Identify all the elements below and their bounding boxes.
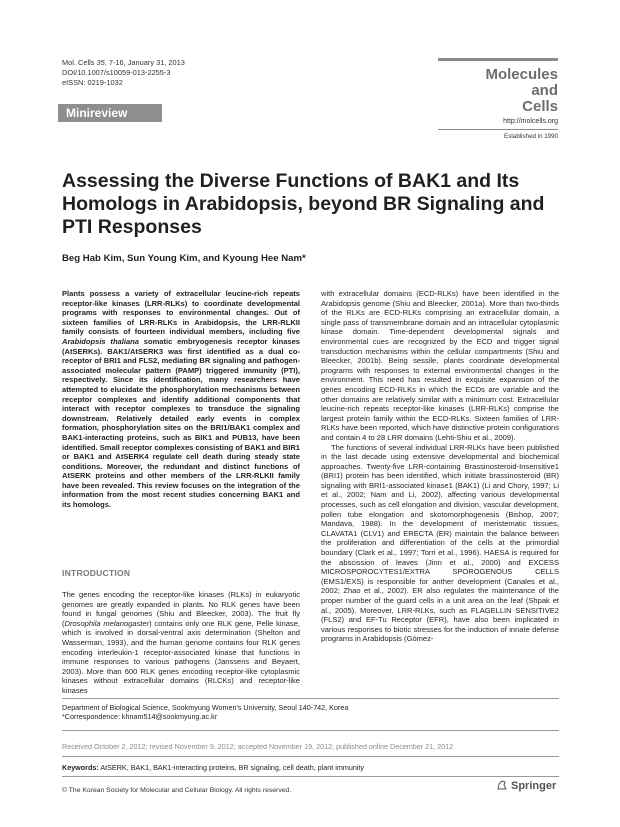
keywords-label: Keywords: (62, 763, 99, 772)
keywords-divider (62, 756, 559, 757)
author-list: Beg Hab Kim, Sun Young Kim, and Kyoung Hee Nam* (62, 253, 306, 264)
introduction-left (62, 590, 300, 696)
journal-name-line-2: and (531, 82, 558, 99)
footer-divider (62, 698, 559, 699)
intro-paragraph (62, 590, 300, 696)
journal-name-line-3: Cells (522, 98, 558, 115)
correspondence: *Correspondence: khnam514@sookmyung.ac.kr (62, 712, 218, 722)
introduction-heading: INTRODUCTION (62, 568, 131, 578)
doi: DOI/10.1007/s10059-013-2255-3 (62, 68, 171, 77)
intro-species-name: Drosophila melanogaster (64, 618, 150, 628)
abstract-part-1: Plants possess a variety of extracellular leucine-rich repeats receptor-like kinases (LRR-RLKs) to coordinate developmental programs with responses to environmental changes. Out of sixteen families of LRR-RLKs in Arabidopsis, the LRR-RLKII family consists of fourteen individual members, including five (62, 289, 300, 337)
publisher-logo (496, 779, 556, 792)
copyright-divider (62, 776, 559, 777)
keywords (62, 763, 364, 772)
abstract-part-2: somatic embryogenesis receptor kinases (AtSERKs). BAK1/AtSERK3 was first identified as a dual co-receptor of BRI1 and FLS2, mediating BR signaling and pathogen-associated molecular pattern (PAMP) triggered immunity (PTI), respectively. Since its identification, many researchers have attempted to elucidate the phosphorylation mechanisms between receptor complexes and identify additional components that interact with receptor complexes to transduce the signaling downstream. Relatively detailed early events in complex formation, phosphorylation sites on the BRI1/BAK1 complex and BAK1-interacting proteins, such as BIK1 and PUB13, have been identified. Small receptor complexes consisting of BAK1 and BIR1 or BAK1 and AtSERK4 regulate cell death during steady state conditions. Moreover, the redundant and distinct functions of AtSERK proteins and other members of the LRR-RLKII family have been revealed. This review focuses on the integration of the information from the most recent studies concerning BAK1 and its homologs. (62, 336, 300, 510)
eissn: eISSN: 0219-1032 (62, 78, 123, 87)
abstract-species-name: Arabidopsis thaliana (62, 336, 139, 346)
article-title: Assessing the Diverse Functions of BAK1 and Its Homologs in Arabidopsis, beyond BR Signaling and PTI Responses (62, 170, 545, 238)
citation-line (62, 58, 185, 68)
citation-block (62, 58, 185, 88)
publisher-name: Springer (511, 780, 557, 792)
right-column (321, 289, 559, 644)
right-paragraph-1: with extracellular domains (ECD-RLKs) have been identified in the Arabidopsis genome (Shiu and Bleecker, 2001a). More than two-thirds of the RLKs are ECD-RLKs comprising an extracellular domain, a single pass of transmembrane domain and an intracellular cytoplasmic kinase domain. Time-dependent developmental signals and environmental cues are recognized by the ECD and trigger signal transduction mechanisms within the cellular compartments (Shiu and Bleecker, 2001b). Being sessile, plants coordinate developmental programs with responses to external environmental changes in the environment. This need has resulted in exquisite expansion of the genes encoding ECD-RLKs in which the ECDs are variable and the other domains are relatively similar with a minimum cost. Extracellular leucine-rich repeats receptor-like kinases (LRR-RLKs) comprise the largest protein family within the ECD-RLKs. Sixteen families of LRR-RLKs have been reported, which have distinctive protein configurations and contain 4 to 28 LRR domains (Lehti-Shiu et al., 2009). (321, 289, 559, 442)
citation-volume: 35 (96, 58, 105, 67)
abstract (62, 289, 300, 510)
intro-part-2: ) contains only one RLK gene, Pelle kinase, which is involved in dorsal-ventral axis determination (Shelton and Wasserman, 1993), and the human genome contains four RLK genes encoding interleukin-1 receptor-associated kinase that functions in immune responses to various pathogens (Janssens and Beyaert, 2003). More than 600 RLK genes encoding receptor-like cytoplasmic kinases without extracellular domains (RLCKs) and receptor-like kinases (62, 618, 301, 695)
copyright: © The Korean Society for Molecular and Cellular Biology. All rights reserved. (62, 787, 292, 794)
springer-horse-icon (496, 779, 508, 791)
abstract-text (62, 289, 300, 510)
affiliation: Department of Biological Science, Sookmyung Women's University, Seoul 140-742, Korea (62, 703, 349, 712)
citation-journal: Mol. Cells (62, 58, 97, 67)
right-paragraph-2: The functions of several individual LRR-RLKs have been published in the last decade using extensive developmental and biochemical approaches. Twenty-five LRR-containing Brassinosteroid-Insensitive1 (BRI1) protein has been identified, which initiate brassinosteroid (BR) signaling with BRI1-associated kinase1 (BAK1) (Li and Chory, 1997; Li et al., 2002; Nam and Li, 2002), affecting various developmental processes, such as cell elongation and division, vascular development, pollen tube elongation and skotomorphogenesis (Bishop, 2007; Mandava, 1988). In the development of meristematic tissues, CLAVATA1 (CLV1) and ERECTA (ER) maintain the balance between the proliferation and differentiation of the cells at the primordial boundary (Clark et al., 1997; Torri et al., 1996). HAESA is required for the abscission of leaves (Jinn et al., 2000) and EXCESS MICROSPOROCYTES1/EXTRA SPOROGENOUS CELLS (EMS1/EXS) is responsible for anther development (Canales et al., 2002; Zhao et al., 2002). ER also regulates the maintenance of the proper number of the guard cells in a unit area on the leaf (Shpak et al., 2005). Moreover, LRR-RLKs, such as FLAGELLIN SENSITIVE2 (FLS2) and EF-Tu Receptor (EFR), have also been implicated in various responses to biotic stresses for the induction of innate defense programs in Arabidopsis (Gómez- (321, 442, 559, 644)
established-note: Established in 1990 (503, 133, 558, 140)
publication-dates: Received October 2, 2012; revised November 9, 2012; accepted November 19, 2012; published online December 21, 2012 (62, 742, 454, 751)
journal-url[interactable]: http://molcells.org (503, 118, 558, 125)
dates-divider (62, 730, 559, 731)
section-label: Minireview (58, 104, 162, 122)
keywords-list: AtSERK, BAK1, BAK1-interacting proteins, BR signaling, cell death, plant immunity (98, 763, 365, 772)
intro-part-1: The genes encoding the receptor-like kinases (RLKs) in eukaryotic genomes are greatly expanded in plants. No RLK genes have been found in fungal genomes (Shiu and Bleecker, 2003). The fruit fly ( (62, 590, 300, 628)
journal-logo (438, 58, 558, 130)
affiliation-block (62, 703, 348, 722)
citation-pages-date: , 7-16, January 31, 2013 (104, 58, 185, 67)
journal-name-line-1: Molecules (485, 66, 558, 83)
